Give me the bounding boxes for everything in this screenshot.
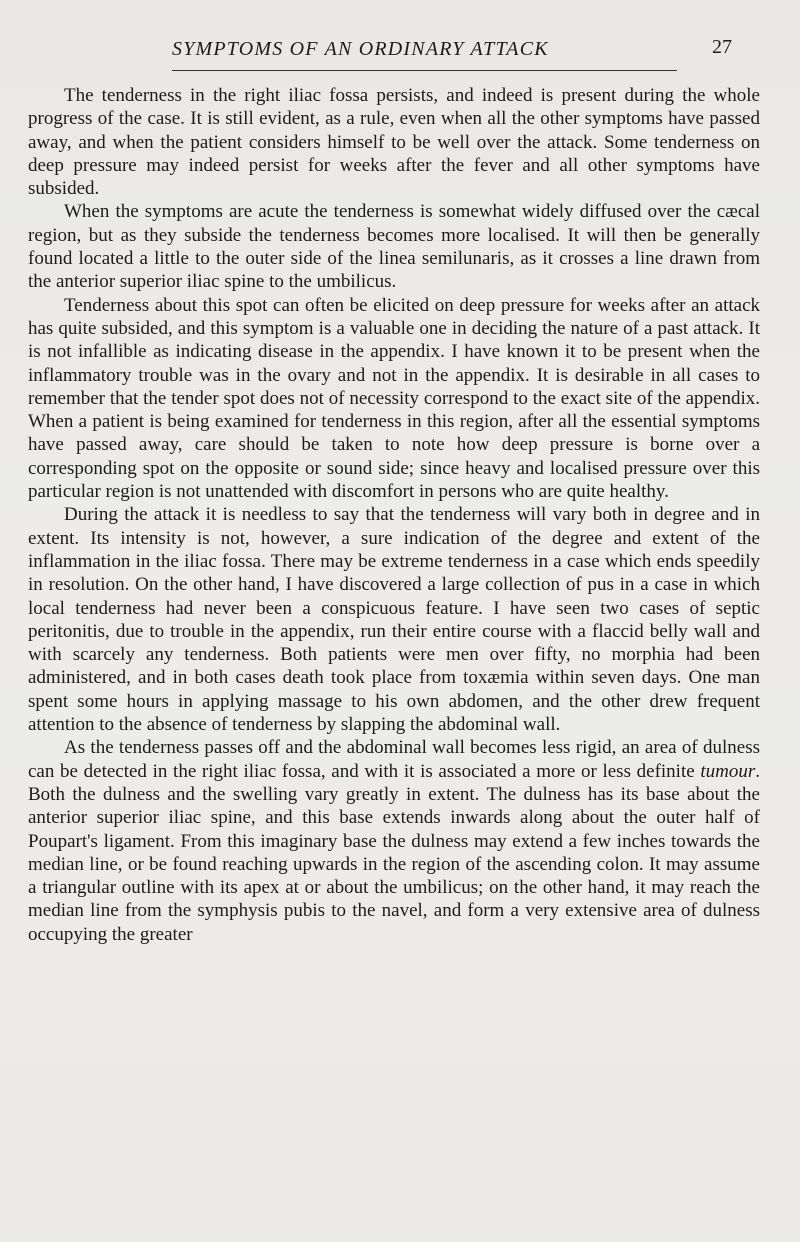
paragraph: Tenderness about this spot can often be elicited on deep pressure for weeks after an attack has quite subsided, and this symptom is a valuable one in deciding the nature of a past attack. It is not infallible as indicating disease in the appendix. I have known it to be present when the inflammatory trouble was in the ovary and not in the appendix. It is desirable in all cases to remember that the tender spot does not of necessity correspond to the exact site of the appendix. When a patient is being examined for tenderness in this region, after all the essential symptoms have passed away, care should be taken to note how deep pressure is borne over a corresponding spot on the opposite or sound side; since heavy and localised pressure over this particular region is not unattended with discomfort in persons who are quite healthy.	[28, 294, 760, 503]
emphasis-tumour: tumour	[700, 760, 756, 782]
paragraph-text: As the tenderness passes off and the abdominal wall becomes less rigid, an area of dulness can be detected in the right iliac fossa, and with it is associated a more or less definite	[28, 737, 760, 782]
paragraph: During the attack it is needless to say that the tenderness will vary both in degree and in extent. Its intensity is not, however, a sure indication of the degree and extent of the inflammation in the iliac fossa. There may be extreme tenderness in a case which ends speedily in resolution. On the other hand, I have discovered a large collection of pus in a case in which local tenderness had never been a conspicuous feature. I have seen two cases of septic peritonitis, due to trouble in the appendix, run their entire course with a flaccid belly wall and with scarcely any tenderness. Both patients were men over fifty, no morphia had been administered, and in both cases death took place from toxæmia within seven days. One man spent some hours in applying massage to his own abdomen, and the other drew frequent attention to the absence of tenderness by slapping the abdominal wall.	[28, 504, 760, 736]
header-rule	[172, 70, 677, 71]
paragraph	[28, 736, 760, 946]
paragraph-text: . Both the dulness and the swelling vary greatly in extent. The dulness has its base about the anterior superior iliac spine, and this base extends inwards along about the outer half of Poupart's ligament. From this imaginary base the dulness may extend a few inches towards the median line, or be found reaching upwards in the region of the ascending colon. It may assume a triangular outline with its apex at or about the umbilicus; on the other hand, it may reach the median line from the symphysis pubis to the navel, and form a very extensive area of dulness occupying the greater	[28, 760, 760, 945]
paragraph: The tenderness in the right iliac fossa persists, and indeed is present during the whole progress of the case. It is still evident, as a rule, even when all the other symptoms have passed away, and when the patient considers himself to be well over the attack. Some tenderness on deep pressure may indeed persist for weeks after the fever and all other symptoms have subsided.	[28, 85, 760, 200]
running-title: SYMPTOMS OF AN ORDINARY ATTACK	[172, 38, 549, 60]
running-head	[172, 38, 732, 68]
body-text	[28, 84, 760, 946]
page-number: 27	[712, 36, 732, 58]
paragraph: When the symptoms are acute the tenderness is somewhat widely diffused over the cæcal region, but as they subside the tenderness becomes more localised. It will then be generally found located a little to the outer side of the linea semilunaris, as it crosses a line drawn from the anterior superior iliac spine to the umbilicus.	[28, 201, 760, 293]
